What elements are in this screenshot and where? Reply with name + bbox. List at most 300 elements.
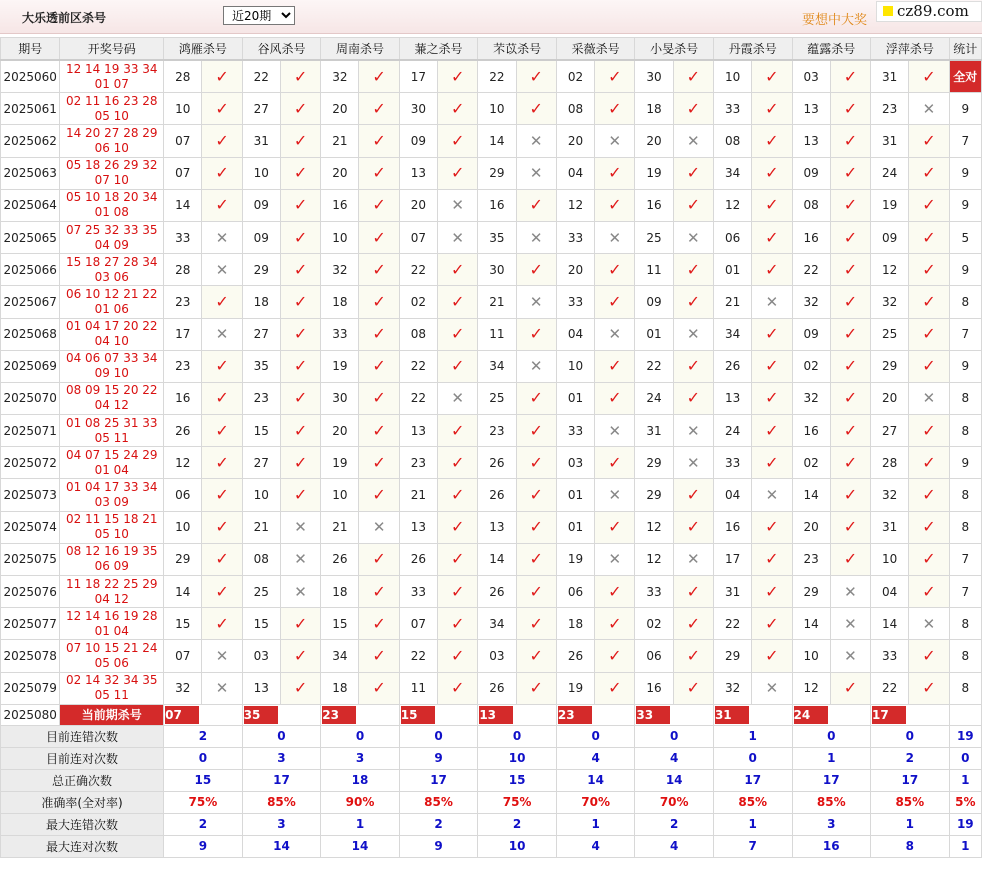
cross-icon: ✕	[516, 350, 556, 382]
checkmark-icon: ✓	[830, 60, 870, 93]
period-cell: 2025079	[1, 672, 60, 704]
kill-number-cell: 20	[321, 93, 359, 125]
kill-number-cell: 30	[321, 382, 359, 414]
kill-number-cell: 03	[478, 640, 516, 672]
stats-value: 9	[399, 835, 478, 857]
checkmark-icon: ✓	[280, 286, 320, 318]
current-empty-cell	[949, 704, 981, 725]
checkmark-icon: ✓	[438, 447, 478, 479]
kill-number-table	[0, 37, 982, 858]
stats-row	[1, 725, 982, 747]
kill-number-cell: 26	[399, 543, 437, 575]
stats-value: 85%	[242, 791, 321, 813]
stats-label: 总正确次数	[1, 769, 164, 791]
back-numbers: 01 06	[94, 301, 129, 316]
checkmark-icon: ✓	[830, 318, 870, 350]
checkmark-icon: ✓	[752, 221, 792, 253]
checkmark-icon: ✓	[752, 382, 792, 414]
cross-icon: ✕	[595, 479, 635, 511]
period-cell: 2025062	[1, 125, 60, 157]
site-logo[interactable]	[876, 1, 982, 22]
stats-value: 17	[713, 769, 792, 791]
checkmark-icon: ✓	[359, 286, 399, 318]
stats-total: 0	[949, 747, 981, 769]
checkmark-icon: ✓	[909, 286, 949, 318]
kill-number-cell: 02	[792, 350, 830, 382]
header-expert-9: 浮萍杀号	[871, 38, 950, 61]
table-row	[1, 640, 982, 672]
kill-number-cell: 25	[478, 382, 516, 414]
table-row	[1, 157, 982, 189]
checkmark-icon: ✓	[516, 543, 556, 575]
kill-number-cell: 06	[556, 576, 594, 608]
checkmark-icon: ✓	[909, 350, 949, 382]
kill-number-cell: 22	[635, 350, 673, 382]
checkmark-icon: ✓	[830, 125, 870, 157]
period-cell: 2025069	[1, 350, 60, 382]
front-numbers: 02 14 32 34 35	[65, 673, 158, 688]
checkmark-icon: ✓	[280, 350, 320, 382]
checkmark-icon: ✓	[359, 447, 399, 479]
checkmark-icon: ✓	[359, 93, 399, 125]
kill-number-cell: 35	[242, 350, 280, 382]
front-numbers: 07 25 32 33 35	[65, 222, 158, 237]
checkmark-icon: ✓	[909, 189, 949, 221]
checkmark-icon: ✓	[673, 382, 713, 414]
front-numbers: 15 18 27 28 34	[65, 254, 158, 269]
checkmark-icon: ✓	[909, 221, 949, 253]
stats-label: 最大连对次数	[1, 835, 164, 857]
kill-number-cell: 10	[556, 350, 594, 382]
kill-number-cell: 29	[242, 254, 280, 286]
stats-value: 0	[164, 747, 243, 769]
kill-number-cell: 22	[399, 350, 437, 382]
cross-icon: ✕	[830, 608, 870, 640]
kill-number-cell: 13	[792, 93, 830, 125]
header-expert-7: 丹霞杀号	[713, 38, 792, 61]
checkmark-icon: ✓	[595, 640, 635, 672]
table-row	[1, 221, 982, 253]
kill-number-cell: 30	[478, 254, 516, 286]
cross-icon: ✕	[830, 640, 870, 672]
table-row	[1, 318, 982, 350]
kill-number-cell: 20	[635, 125, 673, 157]
stats-value: 75%	[164, 791, 243, 813]
kill-number-cell: 19	[321, 447, 359, 479]
stats-value: 0	[321, 725, 400, 747]
back-numbers: 03 06	[94, 269, 129, 284]
kill-number-cell: 01	[556, 511, 594, 543]
kill-number-cell: 10	[713, 60, 751, 93]
kill-number-cell: 14	[871, 608, 909, 640]
promo-text[interactable]: 要想中大奖	[802, 13, 868, 28]
kill-number-cell: 08	[556, 93, 594, 125]
checkmark-icon: ✓	[752, 318, 792, 350]
cross-icon: ✕	[359, 511, 399, 543]
kill-number-cell: 19	[871, 189, 909, 221]
kill-number-cell: 20	[556, 254, 594, 286]
table-row	[1, 543, 982, 575]
checkmark-icon: ✓	[673, 511, 713, 543]
kill-number-cell: 14	[164, 576, 202, 608]
winning-numbers-cell	[60, 60, 164, 93]
stats-total: 19	[949, 813, 981, 835]
kill-number-cell: 21	[399, 479, 437, 511]
stats-value: 14	[556, 769, 635, 791]
cross-icon: ✕	[438, 382, 478, 414]
current-kill-badge: 13	[479, 706, 513, 724]
kill-number-cell: 22	[399, 640, 437, 672]
cross-icon: ✕	[516, 125, 556, 157]
table-row	[1, 415, 982, 447]
kill-number-cell: 28	[164, 60, 202, 93]
kill-number-cell: 04	[556, 157, 594, 189]
kill-number-cell: 06	[635, 640, 673, 672]
stats-value: 1	[556, 813, 635, 835]
current-kill-badge: 17	[872, 706, 906, 724]
checkmark-icon: ✓	[830, 93, 870, 125]
stats-value: 2	[164, 813, 243, 835]
checkmark-icon: ✓	[595, 382, 635, 414]
kill-number-cell: 24	[871, 157, 909, 189]
winning-numbers-cell	[60, 254, 164, 286]
logo-square-icon	[883, 6, 893, 16]
kill-number-cell: 13	[399, 157, 437, 189]
cross-icon: ✕	[595, 318, 635, 350]
checkmark-icon: ✓	[438, 543, 478, 575]
current-kill-badge: 23	[558, 706, 592, 724]
current-kill-badge: 33	[636, 706, 670, 724]
checkmark-icon: ✓	[359, 608, 399, 640]
cross-icon: ✕	[909, 93, 949, 125]
correct-count-cell: 8	[949, 286, 981, 318]
period-cell: 2025072	[1, 447, 60, 479]
checkmark-icon: ✓	[909, 125, 949, 157]
kill-number-cell: 06	[164, 479, 202, 511]
checkmark-icon: ✓	[516, 640, 556, 672]
back-numbers: 09 10	[94, 366, 129, 381]
checkmark-icon: ✓	[438, 318, 478, 350]
period-cell: 2025073	[1, 479, 60, 511]
stats-value: 3	[792, 813, 871, 835]
kill-number-cell: 29	[792, 576, 830, 608]
kill-number-cell: 29	[713, 640, 751, 672]
checkmark-icon: ✓	[359, 189, 399, 221]
checkmark-icon: ✓	[359, 576, 399, 608]
checkmark-icon: ✓	[202, 286, 242, 318]
kill-number-cell: 13	[399, 511, 437, 543]
winning-numbers-cell	[60, 608, 164, 640]
checkmark-icon: ✓	[438, 640, 478, 672]
checkmark-icon: ✓	[280, 125, 320, 157]
current-kill-cell	[556, 704, 635, 725]
correct-count-cell: 8	[949, 415, 981, 447]
checkmark-icon: ✓	[202, 511, 242, 543]
table-row	[1, 479, 982, 511]
winning-numbers-cell	[60, 447, 164, 479]
table-row	[1, 382, 982, 414]
kill-number-cell: 24	[635, 382, 673, 414]
checkmark-icon: ✓	[752, 254, 792, 286]
kill-number-cell: 07	[399, 608, 437, 640]
stats-value: 1	[713, 725, 792, 747]
correct-count-cell: 8	[949, 608, 981, 640]
kill-number-cell: 13	[242, 672, 280, 704]
kill-number-cell: 34	[713, 157, 751, 189]
kill-number-cell: 10	[164, 93, 202, 125]
kill-number-cell: 22	[399, 382, 437, 414]
back-numbers: 01 04	[94, 462, 129, 477]
kill-number-cell: 18	[321, 286, 359, 318]
period-cell: 2025065	[1, 221, 60, 253]
correct-count-cell: 7	[949, 125, 981, 157]
kill-number-cell: 08	[792, 189, 830, 221]
checkmark-icon: ✓	[280, 479, 320, 511]
logo-text: cz89.com	[897, 2, 969, 20]
checkmark-icon: ✓	[280, 608, 320, 640]
checkmark-icon: ✓	[202, 479, 242, 511]
front-numbers: 05 18 26 29 32	[65, 158, 158, 173]
stats-value: 18	[321, 769, 400, 791]
correct-count-cell: 8	[949, 672, 981, 704]
kill-number-cell: 14	[164, 189, 202, 221]
kill-number-cell: 14	[792, 479, 830, 511]
kill-number-cell: 17	[713, 543, 751, 575]
checkmark-icon: ✓	[673, 60, 713, 93]
checkmark-icon: ✓	[830, 189, 870, 221]
stats-value: 1	[792, 747, 871, 769]
kill-number-cell: 33	[713, 447, 751, 479]
checkmark-icon: ✓	[359, 221, 399, 253]
winning-numbers-cell	[60, 576, 164, 608]
kill-number-cell: 16	[792, 221, 830, 253]
checkmark-icon: ✓	[830, 221, 870, 253]
stats-label: 最大连错次数	[1, 813, 164, 835]
table-row	[1, 189, 982, 221]
checkmark-icon: ✓	[516, 672, 556, 704]
cross-icon: ✕	[752, 672, 792, 704]
front-numbers: 08 12 16 19 35	[65, 544, 158, 559]
winning-numbers-cell	[60, 640, 164, 672]
kill-number-cell: 10	[792, 640, 830, 672]
kill-number-cell: 35	[478, 221, 516, 253]
kill-number-cell: 21	[478, 286, 516, 318]
checkmark-icon: ✓	[359, 350, 399, 382]
kill-number-cell: 31	[871, 125, 909, 157]
cross-icon: ✕	[909, 382, 949, 414]
stats-value: 8	[871, 835, 950, 857]
checkmark-icon: ✓	[673, 93, 713, 125]
correct-count-cell: 5	[949, 221, 981, 253]
kill-number-cell: 31	[871, 511, 909, 543]
winning-numbers-cell	[60, 415, 164, 447]
page-title: 大乐透前区杀号	[22, 11, 107, 25]
header-stats: 统计	[949, 38, 981, 61]
current-period-row	[1, 704, 982, 725]
stats-value: 85%	[399, 791, 478, 813]
kill-number-cell: 27	[242, 318, 280, 350]
checkmark-icon: ✓	[830, 254, 870, 286]
cross-icon: ✕	[752, 286, 792, 318]
checkmark-icon: ✓	[280, 221, 320, 253]
kill-number-cell: 30	[399, 93, 437, 125]
table-row	[1, 608, 982, 640]
cross-icon: ✕	[516, 286, 556, 318]
checkmark-icon: ✓	[280, 640, 320, 672]
stats-value: 70%	[635, 791, 714, 813]
table-row	[1, 350, 982, 382]
period-range-select[interactable]	[223, 6, 295, 25]
front-numbers: 01 04 17 33 34	[65, 480, 158, 495]
winning-numbers-cell	[60, 511, 164, 543]
checkmark-icon: ✓	[830, 382, 870, 414]
checkmark-icon: ✓	[595, 60, 635, 93]
header-expert-8: 蕴露杀号	[792, 38, 871, 61]
cross-icon: ✕	[280, 543, 320, 575]
checkmark-icon: ✓	[516, 511, 556, 543]
front-numbers: 04 07 15 24 29	[65, 447, 158, 462]
checkmark-icon: ✓	[359, 157, 399, 189]
back-numbers: 05 11	[94, 430, 129, 445]
checkmark-icon: ✓	[673, 286, 713, 318]
kill-number-cell: 08	[713, 125, 751, 157]
stats-value: 0	[871, 725, 950, 747]
cross-icon: ✕	[673, 221, 713, 253]
kill-number-cell: 12	[635, 511, 673, 543]
stats-value: 85%	[871, 791, 950, 813]
stats-row	[1, 835, 982, 857]
checkmark-icon: ✓	[359, 382, 399, 414]
checkmark-icon: ✓	[438, 157, 478, 189]
cross-icon: ✕	[202, 221, 242, 253]
stats-value: 0	[635, 725, 714, 747]
kill-number-cell: 03	[242, 640, 280, 672]
kill-number-cell: 23	[164, 286, 202, 318]
period-cell: 2025077	[1, 608, 60, 640]
correct-count-cell: 9	[949, 254, 981, 286]
checkmark-icon: ✓	[595, 350, 635, 382]
cross-icon: ✕	[280, 511, 320, 543]
kill-number-cell: 19	[556, 543, 594, 575]
checkmark-icon: ✓	[752, 93, 792, 125]
checkmark-icon: ✓	[830, 672, 870, 704]
table-row	[1, 93, 982, 125]
kill-number-cell: 09	[792, 318, 830, 350]
kill-number-cell: 21	[321, 511, 359, 543]
checkmark-icon: ✓	[595, 286, 635, 318]
kill-number-cell: 13	[713, 382, 751, 414]
cross-icon: ✕	[830, 576, 870, 608]
kill-number-cell: 20	[556, 125, 594, 157]
checkmark-icon: ✓	[752, 511, 792, 543]
cross-icon: ✕	[673, 125, 713, 157]
correct-count-cell: 7	[949, 543, 981, 575]
stats-value: 10	[478, 747, 557, 769]
front-numbers: 01 04 17 20 22	[65, 319, 158, 334]
stats-value: 2	[478, 813, 557, 835]
period-cell: 2025071	[1, 415, 60, 447]
stats-value: 85%	[792, 791, 871, 813]
period-cell: 2025067	[1, 286, 60, 318]
period-cell: 2025061	[1, 93, 60, 125]
winning-numbers-cell	[60, 221, 164, 253]
current-kill-badge: 24	[794, 706, 828, 724]
kill-number-cell: 19	[321, 350, 359, 382]
back-numbers: 05 06	[94, 655, 129, 670]
checkmark-icon: ✓	[280, 157, 320, 189]
current-kill-cell	[321, 704, 400, 725]
current-kill-cell	[242, 704, 321, 725]
kill-number-cell: 04	[556, 318, 594, 350]
kill-number-cell: 19	[556, 672, 594, 704]
checkmark-icon: ✓	[830, 447, 870, 479]
header-expert-4: 芣苡杀号	[478, 38, 557, 61]
stats-value: 4	[556, 747, 635, 769]
kill-number-cell: 11	[478, 318, 516, 350]
checkmark-icon: ✓	[830, 511, 870, 543]
table-row	[1, 447, 982, 479]
table-row	[1, 60, 982, 93]
checkmark-icon: ✓	[673, 640, 713, 672]
cross-icon: ✕	[438, 189, 478, 221]
kill-number-cell: 01	[556, 479, 594, 511]
kill-number-cell: 10	[478, 93, 516, 125]
stats-value: 14	[242, 835, 321, 857]
kill-number-cell: 01	[556, 382, 594, 414]
kill-number-cell: 02	[792, 447, 830, 479]
kill-number-cell: 18	[321, 672, 359, 704]
stats-value: 9	[164, 835, 243, 857]
kill-number-cell: 32	[871, 479, 909, 511]
kill-number-cell: 22	[242, 60, 280, 93]
current-period-cell: 2025080	[1, 704, 60, 725]
correct-count-cell: 9	[949, 350, 981, 382]
winning-numbers-cell	[60, 286, 164, 318]
kill-number-cell: 27	[242, 93, 280, 125]
checkmark-icon: ✓	[516, 608, 556, 640]
back-numbers: 01 07	[94, 76, 129, 91]
kill-number-cell: 12	[713, 189, 751, 221]
checkmark-icon: ✓	[516, 60, 556, 93]
kill-number-cell: 09	[242, 221, 280, 253]
kill-number-cell: 30	[635, 60, 673, 93]
kill-number-cell: 26	[478, 479, 516, 511]
kill-number-cell: 26	[478, 576, 516, 608]
kill-number-cell: 10	[321, 221, 359, 253]
checkmark-icon: ✓	[280, 447, 320, 479]
stats-value: 15	[164, 769, 243, 791]
kill-number-cell: 14	[792, 608, 830, 640]
stats-row	[1, 791, 982, 813]
checkmark-icon: ✓	[595, 608, 635, 640]
checkmark-icon: ✓	[202, 93, 242, 125]
kill-number-cell: 29	[635, 447, 673, 479]
kill-number-cell: 10	[871, 543, 909, 575]
table-row	[1, 576, 982, 608]
kill-number-cell: 25	[635, 221, 673, 253]
stats-value: 3	[242, 747, 321, 769]
checkmark-icon: ✓	[752, 640, 792, 672]
checkmark-icon: ✓	[202, 189, 242, 221]
kill-number-cell: 32	[792, 286, 830, 318]
top-bar	[0, 0, 982, 34]
front-numbers: 04 06 07 33 34	[65, 351, 158, 366]
correct-count-cell: 8	[949, 511, 981, 543]
kill-number-cell: 16	[478, 189, 516, 221]
back-numbers: 05 10	[94, 527, 129, 542]
cross-icon: ✕	[595, 125, 635, 157]
winning-numbers-cell	[60, 543, 164, 575]
